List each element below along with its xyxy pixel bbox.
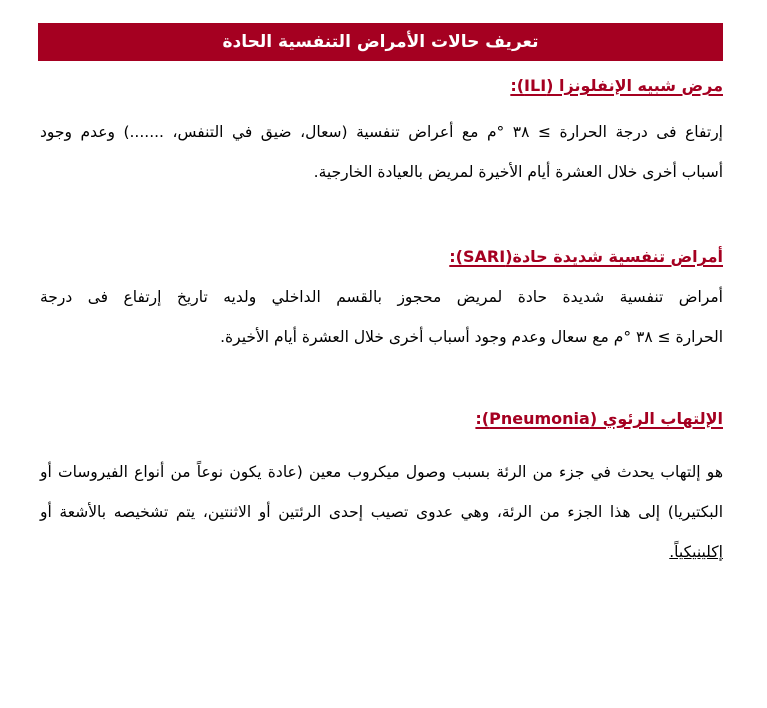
section-heading-sari: أمراض تنفسية شديدة حادة(SARI): (449, 247, 723, 266)
section-heading-pneumonia: الإلتهاب الرئوي (Pneumonia): (475, 409, 723, 428)
body-line: إرتفاع فى درجة الحرارة ≥ ٣٨ °م مع أعراض تنفسية (سعال، ضيق في التنفس، .......) وعدم وجود (40, 123, 723, 141)
section-body-ili (40, 112, 723, 192)
body-line: أسباب أخرى خلال العشرة أيام الأخيرة لمريض بالعيادة الخارجية. (313, 163, 723, 181)
section-heading-ili: مرض شبيه الإنفلونزا (ILI): (510, 76, 723, 95)
body-line: إكلينيكياً. (669, 543, 723, 561)
title-banner (38, 23, 723, 61)
section-body-pneumonia (40, 452, 723, 572)
body-line: الحرارة ≥ ٣٨ °م مع سعال وعدم وجود أسباب أخرى خلال العشرة أيام الأخيرة. (220, 328, 723, 346)
body-line: هو إلتهاب يحدث في جزء من الرئة بسبب وصول ميكروب معين (عادة يكون نوعاً من أنواع الفيروسات أو (40, 463, 723, 481)
body-line: البكتيريا) إلى هذا الجزء من الرئة، وهي عدوى تصيب إحدى الرئتين أو الاثنتين، يتم تشخيصه بالأشعة أو (40, 503, 723, 521)
section-body-sari (40, 277, 723, 357)
page-title: تعريف حالات الأمراض التنفسية الحادة (222, 32, 539, 52)
body-line: أمراض تنفسية شديدة حادة لمريض محجوز بالقسم الداخلي ولديه تاريخ إرتفاع فى درجة (40, 288, 723, 306)
